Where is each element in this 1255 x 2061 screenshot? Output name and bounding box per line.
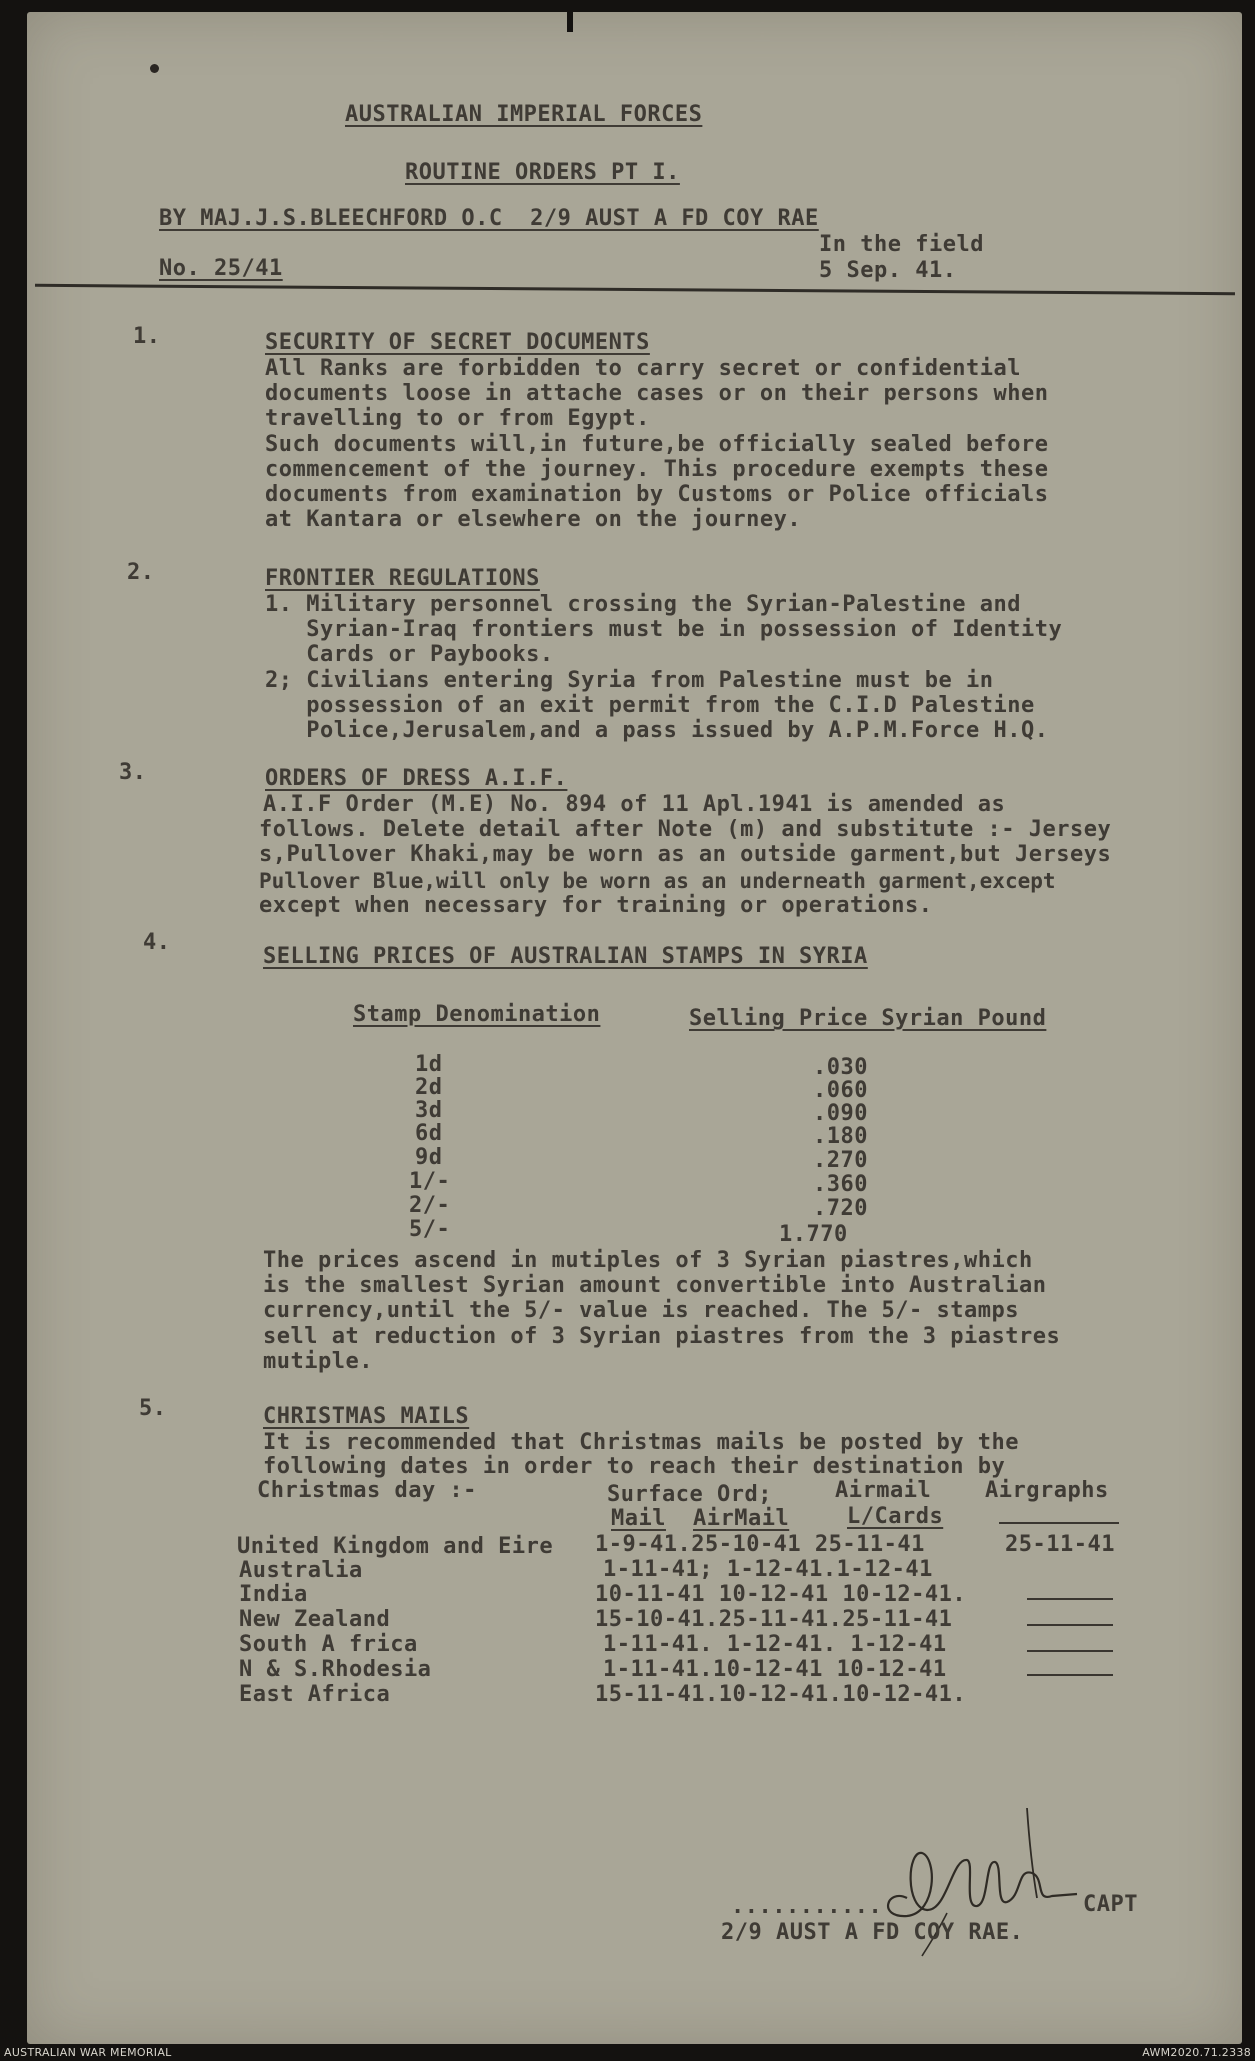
mail-subheader-airmail: AirMail	[693, 1506, 790, 1531]
body-line: possession of an exit permit from the C.I.D Palestine	[265, 693, 1035, 718]
order-number: No. 25/41	[159, 256, 283, 281]
issuer-line: BY MAJ.J.S.BLEECHFORD O.C 2/9 AUST A FD COY RAE	[159, 206, 819, 231]
mail-col-header-surface: Surface Ord;	[607, 1482, 772, 1507]
body-line: commencement of the journey. This procedure exempts these	[265, 457, 1049, 482]
stamp-price: .060	[813, 1078, 868, 1103]
stamp-denomination: 5/-	[409, 1217, 451, 1242]
location: In the field	[819, 232, 984, 257]
mail-destination: India	[239, 1582, 308, 1607]
section-3-number: 3.	[119, 760, 147, 785]
body-line: Police,Jerusalem,and a pass issued by A.P.M.Force H.Q.	[265, 718, 1049, 743]
body-line: sell at reduction of 3 Syrian piastres from the 3 piastres	[263, 1324, 1061, 1349]
body-line: documents loose in attache cases or on their persons when	[265, 381, 1049, 406]
mail-dates: 15-10-41.25-11-41.25-11-41	[595, 1607, 953, 1632]
stamp-denomination: 3d	[415, 1098, 443, 1123]
mail-col-header-airmail: Airmail	[835, 1478, 932, 1503]
document-sheet	[27, 12, 1242, 2044]
airgraph-blank	[1027, 1598, 1113, 1600]
airgraph-header-rule	[999, 1522, 1119, 1524]
stamp-denomination: 2d	[415, 1075, 443, 1100]
mail-subheader-lcards: L/Cards	[847, 1504, 944, 1529]
mail-destination: South A frica	[239, 1632, 418, 1657]
section-5-number: 5.	[139, 1396, 167, 1421]
header-rule	[35, 284, 1235, 295]
stamp-price: .180	[813, 1124, 868, 1149]
signature-unit: 2/9 AUST A FD COY RAE.	[721, 1920, 1024, 1945]
body-line: 1. Military personnel crossing the Syrian-Palestine and	[265, 592, 1021, 617]
stamp-price: .090	[813, 1101, 868, 1126]
stamp-price: 1.770	[779, 1222, 848, 1247]
mail-dates: 10-11-41 10-12-41 10-12-41.	[595, 1582, 967, 1607]
mail-dates: 1-11-41. 1-12-41. 1-12-41	[603, 1632, 947, 1657]
section-3-heading: ORDERS OF DRESS A.I.F.	[265, 766, 568, 791]
mail-destination: New Zealand	[239, 1607, 391, 1632]
section-1-number: 1.	[133, 324, 161, 349]
section-5-heading: CHRISTMAS MAILS	[263, 1404, 470, 1429]
mail-dates: 1-9-41.25-10-41 25-11-41	[595, 1532, 925, 1557]
footer-right-label: AWM2020.71.2338	[1142, 2046, 1251, 2059]
airgraph-blank	[1027, 1624, 1113, 1626]
stamp-price: .360	[813, 1172, 868, 1197]
paper-tear	[567, 10, 573, 32]
signature-dots: ...........	[731, 1894, 883, 1919]
mail-destination: Australia	[239, 1558, 363, 1583]
mail-subheader-mail: Mail	[611, 1506, 666, 1531]
mail-destination: East Africa	[239, 1682, 391, 1707]
body-line: All Ranks are forbidden to carry secret or confidential	[265, 356, 1021, 381]
stamp-denomination: 2/-	[409, 1193, 451, 1218]
body-line: It is recommended that Christmas mails be posted by the	[263, 1430, 1019, 1455]
body-line: mutiple.	[263, 1349, 373, 1374]
body-line: except when necessary for training or operations.	[259, 893, 933, 918]
section-1-heading: SECURITY OF SECRET DOCUMENTS	[265, 330, 650, 355]
body-line: 2; Civilians entering Syria from Palestine must be in	[265, 668, 994, 693]
body-line: Christmas day :-	[257, 1478, 477, 1503]
mail-dates: 15-11-41.10-12-41.10-12-41.	[595, 1682, 967, 1707]
mail-col-header-airgraphs: Airgraphs	[985, 1478, 1109, 1503]
section-2-heading: FRONTIER REGULATIONS	[265, 566, 540, 591]
mail-dates: 1-11-41; 1-12-41.1-12-41	[603, 1557, 933, 1582]
mail-destination: N & S.Rhodesia	[239, 1657, 432, 1682]
section-4-number: 4.	[143, 930, 171, 955]
stamp-denomination: 1/-	[409, 1169, 451, 1194]
body-line: travelling to or from Egypt.	[265, 406, 650, 431]
stamp-price: .720	[813, 1196, 868, 1221]
mail-destination: United Kingdom and Eire	[237, 1534, 554, 1559]
mail-dates: 1-11-41.10-12-41 10-12-41	[603, 1657, 947, 1682]
order-date: 5 Sep. 41.	[819, 258, 957, 283]
body-line: at Kantara or elsewhere on the journey.	[265, 507, 802, 532]
body-line: Such documents will,in future,be officially sealed before	[265, 432, 1049, 457]
body-line: Cards or Paybooks.	[265, 642, 554, 667]
signature-rank: CAPT	[1083, 1892, 1138, 1917]
airgraph-blank	[1027, 1650, 1113, 1652]
section-2-number: 2.	[127, 560, 155, 585]
footer-left-label: AUSTRALIAN WAR MEMORIAL	[4, 2046, 172, 2059]
stamp-price: .030	[813, 1055, 868, 1080]
airgraph-blank	[1027, 1674, 1113, 1676]
body-line: s,Pullover Khaki,may be worn as an outside garment,but Jerseys	[259, 842, 1112, 867]
stamp-denomination: 9d	[415, 1145, 443, 1170]
stamp-denomination: 6d	[415, 1121, 443, 1146]
body-line: currency,until the 5/- value is reached. The 5/- stamps	[263, 1298, 1019, 1323]
mail-airgraph-date: 25-11-41	[1005, 1532, 1115, 1557]
body-line: follows. Delete detail after Note (m) and substitute :- Jersey	[259, 817, 1112, 842]
stamp-denomination: 1d	[415, 1052, 443, 1077]
body-line: The prices ascend in mutiples of 3 Syrian piastres,which	[263, 1248, 1033, 1273]
body-line: Pullover Blue,will only be worn as an underneath garment,except	[259, 869, 1056, 893]
document-subtitle: ROUTINE ORDERS PT I.	[405, 160, 680, 185]
body-line: following dates in order to reach their destination by	[263, 1454, 1006, 1479]
stamp-price: .270	[813, 1148, 868, 1173]
body-line: documents from examination by Customs or Police officials	[265, 482, 1049, 507]
body-line: is the smallest Syrian amount convertible into Australian	[263, 1273, 1047, 1298]
body-line: Syrian-Iraq frontiers must be in possession of Identity	[265, 617, 1063, 642]
selling-price-header: Selling Price Syrian Pound	[689, 1006, 1047, 1031]
section-4-heading: SELLING PRICES OF AUSTRALIAN STAMPS IN SYRIA	[263, 944, 868, 969]
stamp-denomination-header: Stamp Denomination	[353, 1002, 601, 1027]
document-title: AUSTRALIAN IMPERIAL FORCES	[345, 102, 703, 127]
punch-hole	[150, 64, 159, 73]
body-line: A.I.F Order (M.E) No. 894 of 11 Apl.1941 is amended as	[263, 792, 1006, 817]
